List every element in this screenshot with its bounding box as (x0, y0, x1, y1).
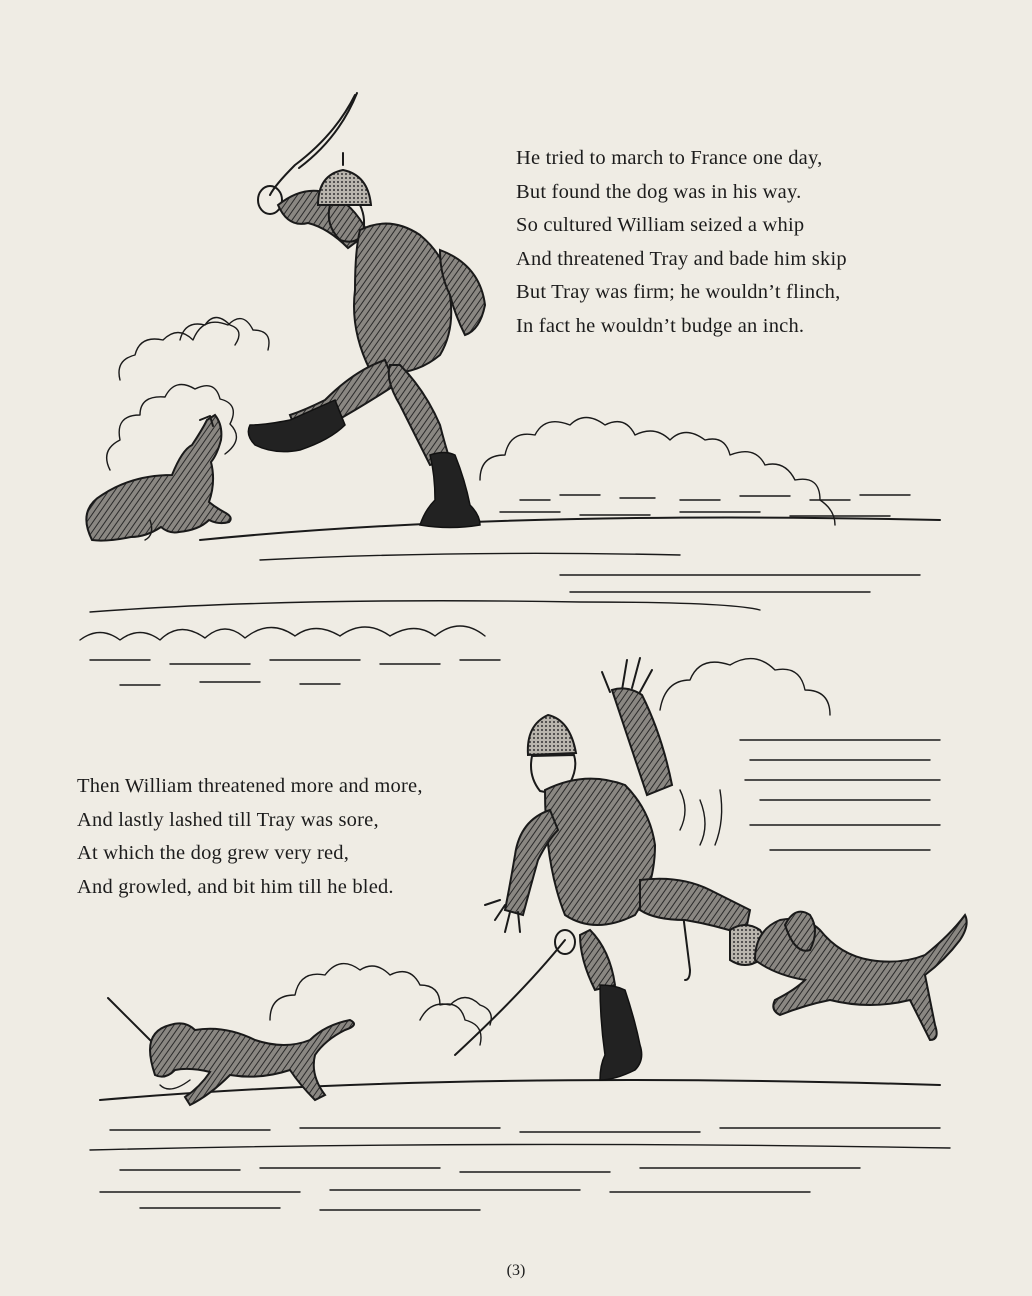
bottom-illustration (90, 658, 967, 1210)
bottom-bushes (660, 659, 940, 850)
top-bushes (480, 418, 910, 526)
top-soldier (248, 93, 485, 528)
bottom-dog-running (108, 998, 354, 1105)
verse-top-line: He tried to march to France one day, (516, 147, 823, 169)
verse-bottom (77, 770, 423, 904)
verse-top (516, 142, 847, 343)
verse-top-line: So cultured William seized a whip (516, 214, 805, 236)
verse-top-line: In fact he wouldn’t budge an inch. (516, 314, 805, 337)
bottom-dog-biting (755, 912, 967, 1040)
verse-bottom-line: At which the dog grew very red, (77, 842, 350, 864)
bottom-ground (90, 1080, 950, 1210)
verse-bottom-line: And lastly lashed till Tray was sore, (77, 808, 379, 831)
page-number: (3) (506, 1262, 526, 1279)
verse-bottom-line: Then William threatened more and more, (77, 775, 423, 797)
verse-top-line: And threatened Tray and bade him skip (516, 247, 847, 270)
bottom-soldier (455, 658, 765, 1080)
verse-top-line: But Tray was firm; he wouldn’t flinch, (516, 281, 841, 303)
top-ground (80, 518, 940, 686)
bottom-clouds (270, 964, 491, 1045)
top-dog (86, 415, 230, 541)
verse-top-line: But found the dog was in his way. (516, 180, 802, 203)
verse-bottom-line: And growled, and bit him till he bled. (77, 875, 394, 898)
